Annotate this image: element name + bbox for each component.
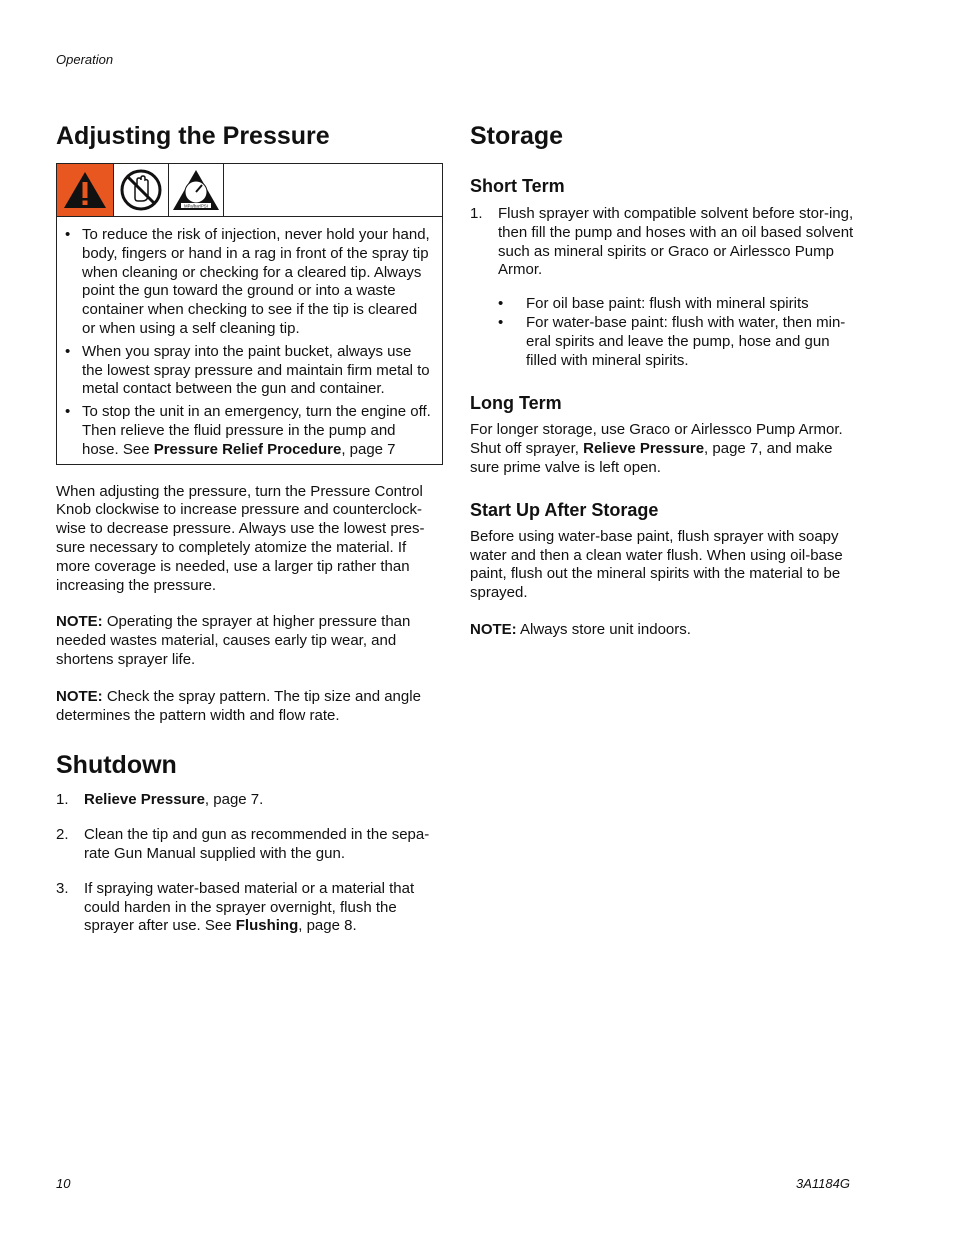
note-paragraph: NOTE: Operating the sprayer at higher pressure than needed wastes material, causes early tip wear, and shortens sprayer life. (56, 613, 411, 668)
warning-box (56, 163, 443, 465)
list-item: 1. Flush sprayer with compatible solvent before stor-ing, then fill the pump and hoses with an oil based solvent such as mineral spirits or Graco or Airlessco Pump Armor. (470, 205, 854, 279)
note-paragraph: NOTE: Always store unit indoors. (470, 620, 691, 638)
no-hand-icon (114, 164, 169, 216)
page-number: 10 (56, 1176, 71, 1191)
short-term-steps (470, 205, 860, 280)
long-term-paragraph: For longer storage, use Graco or Airlessco Pump Armor. Shut off sprayer, Relieve Pressure, page 7, and make sure prime valve is left open. (470, 421, 843, 476)
list-item: 2. Clean the tip and gun as recommended in the sepa-rate Gun Manual supplied with the gun. (56, 826, 430, 862)
document-number: 3A1184G (796, 1176, 850, 1191)
general-warning-icon (57, 164, 114, 216)
storage-heading: Storage (470, 122, 564, 150)
pressure-relief-reference: Pressure Relief Procedure (153, 440, 342, 458)
long-term-heading: Long Term (470, 393, 562, 414)
list-item: • For water-base paint: flush with water, then min-eral spirits and leave the pump, hose and gun filled with mineral spirits. (470, 314, 860, 370)
shutdown-heading: Shutdown (56, 751, 177, 780)
startup-paragraph: Before using water-base paint, flush sprayer with soapy water and then a clean water flush. When using oil-base paint, flush out the mineral spirits with the material to be sprayed. (470, 527, 843, 602)
short-term-heading: Short Term (470, 176, 565, 196)
gauge-units-text: MPa/bar/PSI (184, 203, 208, 209)
section-header: Operation (56, 52, 114, 67)
short-term-bullets (470, 295, 860, 370)
adjusting-pressure-heading: Adjusting the Pressure (56, 122, 330, 150)
right-column (470, 118, 860, 640)
list-item: 3. If spraying water-based material or a material that could harden in the sprayer overnight, flush the sprayer after use. See Flushing, page 8. (56, 879, 415, 935)
warning-icons-row (57, 164, 442, 217)
warning-item: • To stop the unit in an emergency, turn the engine off. Then relieve the fluid pressure in the pump and hose. See Pressure Relief Procedure, page 7 (65, 403, 434, 459)
left-column (56, 118, 443, 936)
note-paragraph: NOTE: Check the spray pattern. The tip size and angle determines the pattern width and flow rate. (56, 687, 421, 724)
list-item: • For oil base paint: flush with mineral spirits (470, 295, 860, 314)
warning-item: • When you spray into the paint bucket, always use the lowest spray pressure and maintain firm metal to metal contact between the gun and container. (65, 343, 434, 399)
adjust-paragraph: When adjusting the pressure, turn the Pressure Control Knob clockwise to increase pressure and counterclock-wise to decrease pressure. Always use the lowest pres-sure necessary to completely atomize the material. If more coverage is needed, use a larger tip rather than increasing the pressure. (56, 482, 425, 594)
list-item: 1. Relieve Pressure, page 7. (56, 791, 264, 809)
pressure-gauge-icon (169, 164, 224, 216)
startup-heading: Start Up After Storage (470, 499, 659, 520)
warning-item: • To reduce the risk of injection, never hold your hand, body, fingers or hand in a rag in front of the spray tip when cleaning or checking for a cleared tip. Always point the gun toward the ground or into a waste container when checking to see if the tip is cleared or when using a self cleaning tip. (65, 226, 434, 339)
warning-list (57, 217, 442, 460)
shutdown-steps (56, 791, 443, 936)
